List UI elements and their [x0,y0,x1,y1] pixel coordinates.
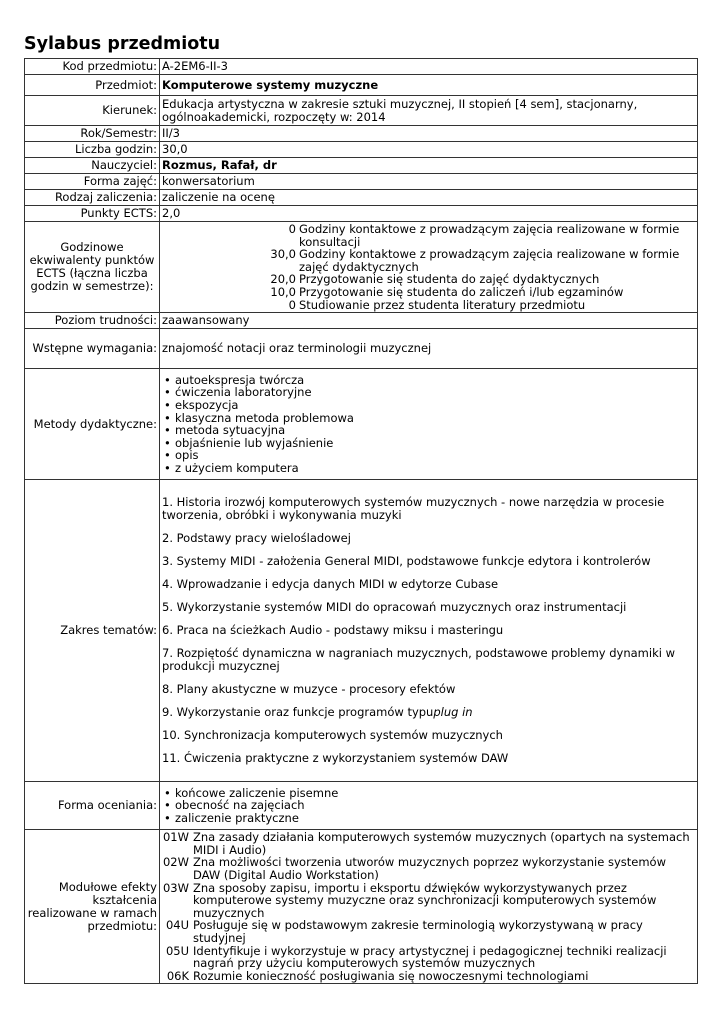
list-item: • końcowe zaliczenie pisemne [162,787,695,800]
row-kierunek [25,96,698,126]
hours-value: 0 [288,222,296,236]
syllabus-table [24,58,698,984]
label-poziom: Poziom trudności: [25,313,160,329]
topic-item: 3. Systemy MIDI - założenia General MIDI, podstawowe funkcje edytora i kontrolerów [162,554,651,569]
row-ekwiwalenty [25,222,698,313]
value-przedmiot: Komputerowe systemy muzyczne [160,75,698,96]
row-poziom [25,313,698,329]
row-wymagania [25,329,698,369]
list-item: • obecność na zajęciach [162,799,695,812]
topic-item-italic: plug in [433,705,473,720]
topic-item-prefix: 9. Wykorzystanie oraz funkcje programów typu [162,705,434,720]
topic-item: 6. Praca na ścieżkach Audio - podstawy miksu i masteringu [162,623,504,638]
row-ects [25,206,698,222]
label-godziny: Liczba godzin: [25,142,160,158]
value-oceniania [160,782,698,830]
row-kod [25,59,698,75]
value-nauczyciel: Rozmus, Rafał, dr [160,158,698,174]
topic-item: 5. Wykorzystanie systemów MIDI do opracowań muzycznych oraz instrumentacji [162,600,627,615]
outcome-row [162,856,695,881]
outcome-code: 04U [165,918,189,933]
value-efekty [160,830,698,984]
row-efekty [25,830,698,984]
outcome-code: 02W [162,855,189,870]
label-wymagania: Wstępne wymagania: [25,329,160,369]
value-poziom: zaawansowany [160,313,698,329]
outcome-row [162,970,695,983]
list-item: • autoekspresja twórcza [162,374,695,387]
outcome-text: Zna możliwości tworzenia utworów muzycznych poprzez wykorzystanie systemów DAW (Digital Audio Workstation) [193,855,666,882]
assessment-list [162,787,695,825]
label-przedmiot: Przedmiot: [25,75,160,96]
hours-row [162,286,695,299]
methods-list [162,374,695,475]
value-forma-zajec: konwersatorium [160,174,698,190]
topic-item: 10. Synchronizacja komputerowych systemów muzycznych [162,728,503,743]
hours-row [162,223,695,248]
outcome-row [162,919,695,944]
row-zakres [25,480,698,782]
topic-item: 7. Rozpiętość dynamiczna w nagraniach muzycznych, podstawowe problemy dynamiki w produkcji muzycznej [162,646,675,674]
row-nauczyciel [25,158,698,174]
outcome-code: 03W [162,880,189,895]
row-godziny [25,142,698,158]
label-ekwiwalenty: Godzinowe ekwiwalenty punktów ECTS (łączna liczba godzin w semestrze): [25,222,160,313]
list-item: • klasyczna metoda problemowa [162,412,695,425]
outcome-text: Zna sposoby zapisu, importu i eksportu dźwięków wykorzystywanych przez komputerowe systemy muzyczne oraz synchronizacji komputerowych systemów muzycznych [193,880,657,920]
topic-item: 1. Historia irozwój komputerowych systemów muzycznych - nowe narzędzia w procesie tworzenia, obróbki i wykonywania muzyki [162,495,665,523]
hours-value: 20,0 [270,272,296,287]
list-item: • objaśnienie lub wyjaśnienie [162,437,695,450]
label-forma-zajec: Forma zajęć: [25,174,160,190]
label-metody: Metody dydaktyczne: [25,369,160,480]
outcome-text: Identyfikuje i wykorzystuje w pracy artystycznej i pedagogicznej techniki realizacji nagrań przy użyciu komputerowych systemów muzycznych [193,943,667,971]
value-kod: A-2EM6-II-3 [160,59,698,75]
hours-value: 0 [288,297,296,312]
topic-item: 8. Plany akustyczne w muzyce - procesory efektów [162,682,456,697]
value-godziny: 30,0 [160,142,698,158]
outcome-text: Rozumie konieczność posługiwania się nowoczesnymi technologiami [193,968,589,983]
row-oceniania [25,782,698,830]
topic-item: 4. Wprowadzanie i edycja danych MIDI w edytorze Cubase [162,577,499,592]
value-ects: 2,0 [160,206,698,222]
list-item: • opis [162,449,695,462]
value-rok: II/3 [160,126,698,142]
list-item: • ekspozycja [162,399,695,412]
hours-row [162,299,695,312]
list-item: • zaliczenie praktyczne [162,812,695,825]
topic-item: 2. Podstawy pracy wielośladowej [162,531,351,546]
topic-item: 11. Ćwiczenia praktyczne z wykorzystaniem systemów DAW [162,751,509,766]
label-efekty: Modułowe efekty kształcenia realizowane w ramach przedmiotu: [25,830,160,984]
list-item: • metoda sytuacyjna [162,424,695,437]
outcome-code: 05U [165,943,189,958]
label-ects: Punkty ECTS: [25,206,160,222]
label-nauczyciel: Nauczyciel: [25,158,160,174]
label-rok: Rok/Semestr: [25,126,160,142]
page-title: Sylabus przedmiotu [24,34,221,54]
outcome-row [162,945,695,970]
value-ekwiwalenty [160,222,698,313]
value-zakres [160,480,698,782]
row-metody [25,369,698,480]
outcome-code: 06K [166,968,189,983]
label-zakres: Zakres tematów: [25,480,160,782]
row-forma-zajec [25,174,698,190]
outcome-row [162,882,695,920]
label-rodzaj: Rodzaj zaliczenia: [25,190,160,206]
value-metody [160,369,698,480]
hours-value: 10,0 [270,284,296,299]
outcome-code: 01W [162,830,189,845]
row-rodzaj [25,190,698,206]
hours-text: Przygotowanie się studenta do zaliczeń i/lub egzaminów [299,284,624,299]
value-rodzaj: zaliczenie na ocenę [160,190,698,206]
value-wymagania: znajomość notacji oraz terminologii muzycznej [160,329,698,369]
outcome-text: Posługuje się w podstawowym zakresie terminologią wykorzystywaną w pracy studyjnej [193,918,643,945]
topic-item [162,706,695,719]
hours-text: Przygotowanie się studenta do zajęć dydaktycznych [299,272,600,287]
label-oceniania: Forma oceniania: [25,782,160,830]
outcome-text: Zna zasady działania komputerowych systemów muzycznych (opartych na systemach MIDI i Audio) [193,830,690,857]
list-item: • z użyciem komputera [162,462,695,475]
hours-value: 30,0 [270,247,296,262]
value-kierunek: Edukacja artystyczna w zakresie sztuki muzycznej, II stopień [4 sem], stacjonarny, ogólnoakademicki, rozpoczęty w: 2014 [160,96,698,126]
label-kod: Kod przedmiotu: [25,59,160,75]
outcome-row [162,831,695,856]
hours-row [162,248,695,273]
row-przedmiot [25,75,698,96]
hours-text: Godziny kontaktowe z prowadzącym zajęcia realizowane w formie zajęć dydaktycznych [299,247,680,274]
hours-text: Godziny kontaktowe z prowadzącym zajęcia realizowane w formie konsultacji [299,222,680,249]
row-rok [25,126,698,142]
list-item: • ćwiczenia laboratoryjne [162,386,695,399]
label-kierunek: Kierunek: [25,96,160,126]
hours-text: Studiowanie przez studenta literatury przedmiotu [299,297,586,312]
